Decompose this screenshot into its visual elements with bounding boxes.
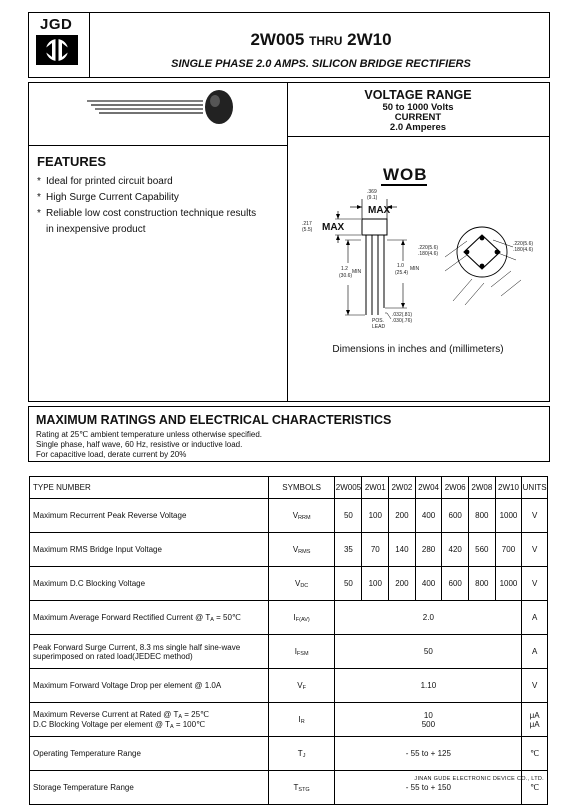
- row-span-value: 2.0: [335, 601, 522, 635]
- row-value: 100: [362, 567, 389, 601]
- row-description: Peak Forward Surge Current, 8.3 ms single half sine-wave superimposed on rated load(JEDEC method): [30, 635, 269, 669]
- brand-logo-text: JGD: [40, 16, 73, 33]
- row-description: Maximum Average Forward Rectified Current @ TA = 50℃: [30, 601, 269, 635]
- header-model: 2W04: [415, 477, 442, 499]
- row-value: 400: [415, 499, 442, 533]
- row-symbol: IF(AV): [268, 601, 335, 635]
- dim-top-width-in: .369: [367, 189, 377, 195]
- header-model: 2W10: [495, 477, 522, 499]
- row-unit: ℃: [522, 737, 548, 771]
- feature-item: in inexpensive product: [46, 224, 146, 235]
- row-value: 420: [442, 533, 469, 567]
- dim-top-width-mm: (9.1): [367, 195, 378, 201]
- table-row: [30, 601, 548, 635]
- rating-note: Rating at 25℃ ambient temperature unless otherwise specified.: [36, 430, 262, 439]
- voltage-range-heading: VOLTAGE RANGE: [364, 88, 472, 102]
- row-value: 200: [389, 567, 416, 601]
- table-row: [30, 499, 548, 533]
- voltage-range-value: 50 to 1000 Volts: [382, 102, 454, 113]
- row-value: 1000: [495, 567, 522, 601]
- row-symbol: IR: [268, 703, 335, 737]
- company-footer: JINAN GUDE ELECTRONIC DEVICE CO., LTD.: [414, 776, 544, 782]
- header-model: 2W02: [389, 477, 416, 499]
- specifications-table: [29, 476, 548, 805]
- row-value: 560: [469, 533, 496, 567]
- rating-note: Single phase, half wave, 60 Hz, resistive or inductive load.: [36, 440, 243, 449]
- row-unit: ℃: [522, 771, 548, 805]
- dim-pin-spacing-b: .180(4.6): [418, 251, 439, 257]
- features-heading: FEATURES: [37, 154, 107, 169]
- row-unit: V: [522, 499, 548, 533]
- table-row: [30, 567, 548, 601]
- header-model: 2W06: [442, 477, 469, 499]
- max-label-top: MAX: [368, 205, 391, 216]
- row-value: 700: [495, 533, 522, 567]
- row-value: 140: [389, 533, 416, 567]
- row-value: 200: [389, 499, 416, 533]
- row-symbol: TSTG: [268, 771, 335, 805]
- row-symbol: TJ: [268, 737, 335, 771]
- page-subtitle: SINGLE PHASE 2.0 AMPS. SILICON BRIDGE RECTIFIERS: [171, 58, 471, 70]
- table-row: [30, 737, 548, 771]
- dim-lead-len2-mm: (25.4): [395, 270, 409, 276]
- package-name: WOB: [383, 165, 428, 184]
- row-symbol: IFSM: [268, 635, 335, 669]
- row-unit: V: [522, 533, 548, 567]
- row-value: 35: [335, 533, 362, 567]
- row-value: 70: [362, 533, 389, 567]
- dim-min-left: MIN: [352, 269, 362, 275]
- feature-item: * Reliable low cost construction technique results: [37, 208, 257, 219]
- dim-pin-spacing-c: .220(5.6): [513, 241, 534, 247]
- row-value: 100: [362, 499, 389, 533]
- dim-pin-spacing-d: .180(4.6): [513, 247, 534, 253]
- bridge-component-image: [85, 88, 235, 128]
- pos-lead-label: POS.: [372, 318, 384, 324]
- divider-line: [28, 145, 288, 146]
- dim-lead-dia-mm: .030(.76): [392, 318, 413, 324]
- dim-height-in: .217: [302, 221, 312, 227]
- lead-label: LEAD: [372, 324, 386, 330]
- dim-lead-len-in: 1.2: [341, 266, 348, 272]
- row-value: 600: [442, 567, 469, 601]
- row-symbol: VDC: [268, 567, 335, 601]
- dim-lead-len-mm: (30.6): [339, 273, 353, 279]
- row-description: Maximum Forward Voltage Drop per element @ 1.0A: [30, 669, 269, 703]
- table-row: [30, 635, 548, 669]
- row-value: 800: [469, 499, 496, 533]
- dim-min-right: MIN: [410, 266, 420, 272]
- rating-note: For capacitive load, derate current by 20%: [36, 450, 187, 459]
- brand-logo-icon: [35, 34, 79, 66]
- row-description: Maximum Recurrent Peak Reverse Voltage: [30, 499, 269, 533]
- table-header-row: [30, 477, 548, 499]
- row-unit: A: [522, 601, 548, 635]
- row-span-value: - 55 to + 125: [335, 737, 522, 771]
- row-description: Storage Temperature Range: [30, 771, 269, 805]
- row-span-value: - 55 to + 150: [335, 771, 522, 805]
- dim-height-mm: (5.5): [302, 227, 313, 233]
- row-unit: V: [522, 567, 548, 601]
- row-unit: A: [522, 635, 548, 669]
- header-model: 2W005: [335, 477, 362, 499]
- row-span-value: 1.10: [335, 669, 522, 703]
- current-value: 2.0 Amperes: [389, 122, 447, 133]
- header-model: 2W01: [362, 477, 389, 499]
- package-outline-drawing: [295, 185, 545, 335]
- table-row: [30, 703, 548, 737]
- table-row: [30, 669, 548, 703]
- table-row: [30, 533, 548, 567]
- row-value: 1000: [495, 499, 522, 533]
- row-value: 280: [415, 533, 442, 567]
- feature-item: * High Surge Current Capability: [37, 192, 179, 203]
- row-symbol: VF: [268, 669, 335, 703]
- dim-pin-spacing-a: .220(5.6): [418, 245, 439, 251]
- row-value: 800: [469, 567, 496, 601]
- dimensions-caption: Dimensions in inches and (millimeters): [332, 344, 504, 355]
- row-description: Maximum RMS Bridge Input Voltage: [30, 533, 269, 567]
- row-span-value: 50: [335, 635, 522, 669]
- header-type-number: TYPE NUMBER: [30, 477, 269, 499]
- row-value: 50: [335, 567, 362, 601]
- row-symbol: VRMS: [268, 533, 335, 567]
- row-description: Operating Temperature Range: [30, 737, 269, 771]
- row-value: 600: [442, 499, 469, 533]
- row-symbol: VRRM: [268, 499, 335, 533]
- row-unit: μA μA: [522, 703, 548, 737]
- row-unit: V: [522, 669, 548, 703]
- row-value: 400: [415, 567, 442, 601]
- current-label: CURRENT: [394, 112, 442, 123]
- row-value: 50: [335, 499, 362, 533]
- max-label-side: MAX: [322, 222, 345, 233]
- page-title: 2W005 THRU 2W10: [250, 30, 392, 49]
- header-model: 2W08: [469, 477, 496, 499]
- header-symbols: SYMBOLS: [268, 477, 335, 499]
- ratings-heading: MAXIMUM RATINGS AND ELECTRICAL CHARACTERISTICS: [36, 413, 392, 427]
- dim-lead-len2-in: 1.0: [397, 263, 404, 269]
- row-description: Maximum Reverse Current at Rated @ TA = 25℃ D.C Blocking Voltage per element @ TA = 100℃: [30, 703, 269, 737]
- feature-item: * Ideal for printed circuit board: [37, 176, 173, 187]
- row-description: Maximum D.C Blocking Voltage: [30, 567, 269, 601]
- header-units: UNITS: [522, 477, 548, 499]
- row-span-value: 10 500: [335, 703, 522, 737]
- dim-lead-dia-in: .032(.81): [392, 312, 413, 318]
